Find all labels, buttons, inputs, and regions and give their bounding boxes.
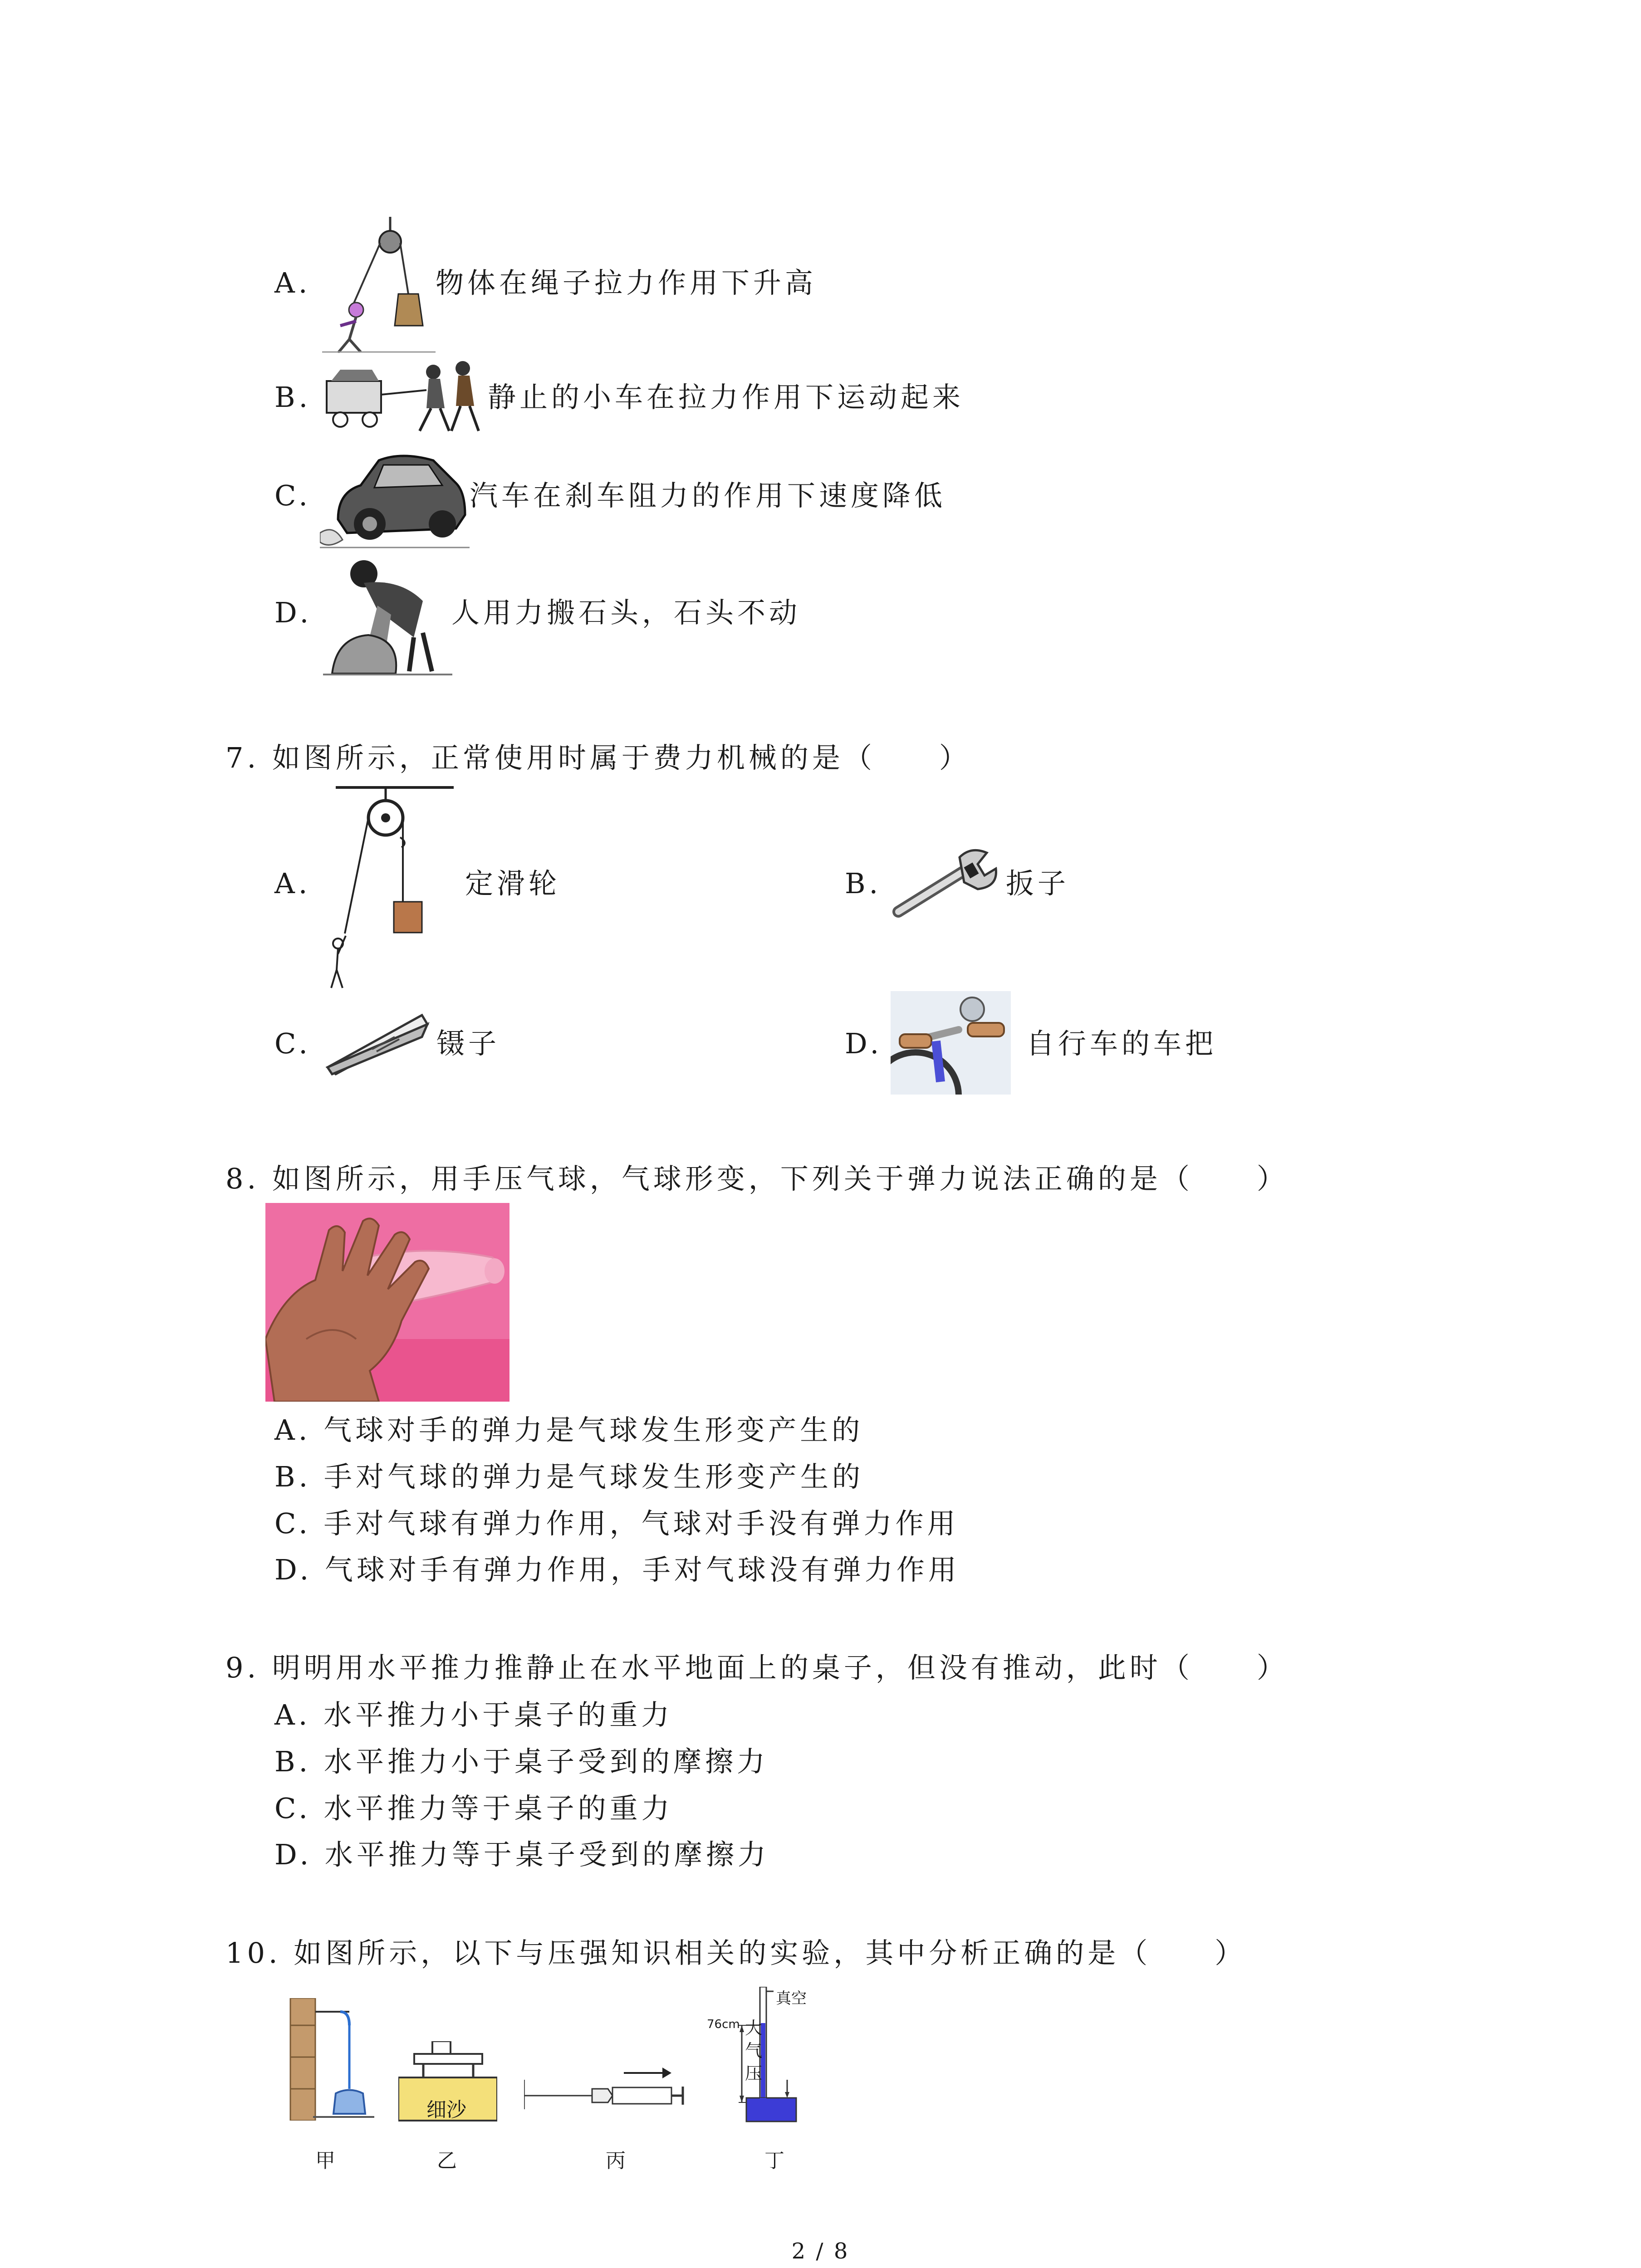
q8-option-c: C. 手对气球有弹力作用，气球对手没有弹力作用 — [274, 1507, 959, 1540]
q9-option-a: A. 水平推力小于桌子的重力 — [274, 1698, 673, 1731]
q10-question: 10. 如图所示，以下与压强知识相关的实验，其中分析正确的是（ ） — [225, 1936, 1247, 1970]
rock-lifting-illustration — [323, 556, 452, 678]
q8-question: 8. 如图所示，用手压气球，气球形变，下列关于弹力说法正确的是（ ） — [225, 1162, 1288, 1195]
q7-question: 7. 如图所示，正常使用时属于费力机械的是（ ） — [225, 741, 971, 774]
figure-bing-illustration — [524, 2059, 687, 2109]
q6-option-b-text: 静止的小车在拉力作用下运动起来 — [488, 381, 965, 414]
q6-option-b-letter: B. — [274, 381, 312, 414]
figure-ding-air-label-3: 压 — [745, 2063, 763, 2083]
q7-option-d-text: 自行车的车把 — [1026, 1027, 1217, 1060]
q8-option-d: D. 气球对手有弹力作用，手对气球没有弹力作用 — [274, 1553, 960, 1586]
q9-question: 9. 明明用水平推力推静止在水平地面上的桌子，但没有推动，此时（ ） — [225, 1651, 1288, 1684]
tweezers-illustration — [322, 1006, 431, 1081]
page-number: 2 / 8 — [791, 2239, 850, 2264]
cart-pull-illustration — [322, 358, 485, 435]
figure-ding-air-label-2: 气 — [745, 2041, 763, 2061]
q7-option-b-text: 扳子 — [1006, 867, 1070, 900]
bike-handlebar-illustration — [891, 991, 1011, 1095]
q8-option-b: B. 手对气球的弹力是气球发生形变产生的 — [274, 1460, 864, 1493]
q7-option-a-text: 定滑轮 — [465, 867, 561, 900]
q6-option-d-letter: D. — [274, 596, 313, 629]
q7-option-c-letter: C. — [274, 1027, 311, 1060]
q9-option-d: D. 水平推力等于桌子受到的摩擦力 — [274, 1838, 769, 1871]
q7-option-d-letter: D. — [845, 1027, 883, 1060]
figure-label-ding: 丁 — [764, 2149, 784, 2172]
wrench-illustration — [892, 844, 1000, 921]
q6-option-d-text: 人用力搬石头，石头不动 — [451, 596, 801, 629]
q6-option-c-text: 汽车在刹车阻力的作用下速度降低 — [470, 479, 946, 512]
q6-option-a-letter: A. — [274, 266, 311, 299]
q6-option-a-text: 物体在绳子拉力作用下升高 — [436, 266, 817, 299]
q8-option-a: A. 气球对手的弹力是气球发生形变产生的 — [274, 1413, 864, 1447]
figure-label-bing: 丙 — [606, 2149, 626, 2172]
figure-label-jia: 甲 — [315, 2149, 335, 2172]
q7-option-c-text: 镊子 — [436, 1027, 500, 1060]
car-braking-illustration — [320, 442, 470, 551]
q7-option-b-letter: B. — [845, 867, 882, 900]
pulley-lift-illustration — [322, 217, 436, 353]
figure-ding-air-label-1: 大 — [745, 2018, 763, 2038]
q9-option-b: B. 水平推力小于桌子受到的摩擦力 — [274, 1745, 769, 1778]
figure-jia-illustration — [286, 1998, 374, 2121]
q7-option-a-letter: A. — [274, 867, 311, 900]
figure-yi-sand-label: 细沙 — [426, 2098, 466, 2121]
figure-ding-height-label: 76cm — [707, 2018, 740, 2031]
figure-label-yi: 乙 — [437, 2149, 457, 2172]
q6-option-c-letter: C. — [274, 479, 311, 512]
figure-ding-vacuum-label: 真空 — [776, 1989, 807, 2008]
fixed-pulley-illustration — [318, 784, 454, 992]
hand-pressing-balloon-photo — [265, 1203, 509, 1402]
q9-option-c: C. 水平推力等于桌子的重力 — [274, 1792, 673, 1825]
